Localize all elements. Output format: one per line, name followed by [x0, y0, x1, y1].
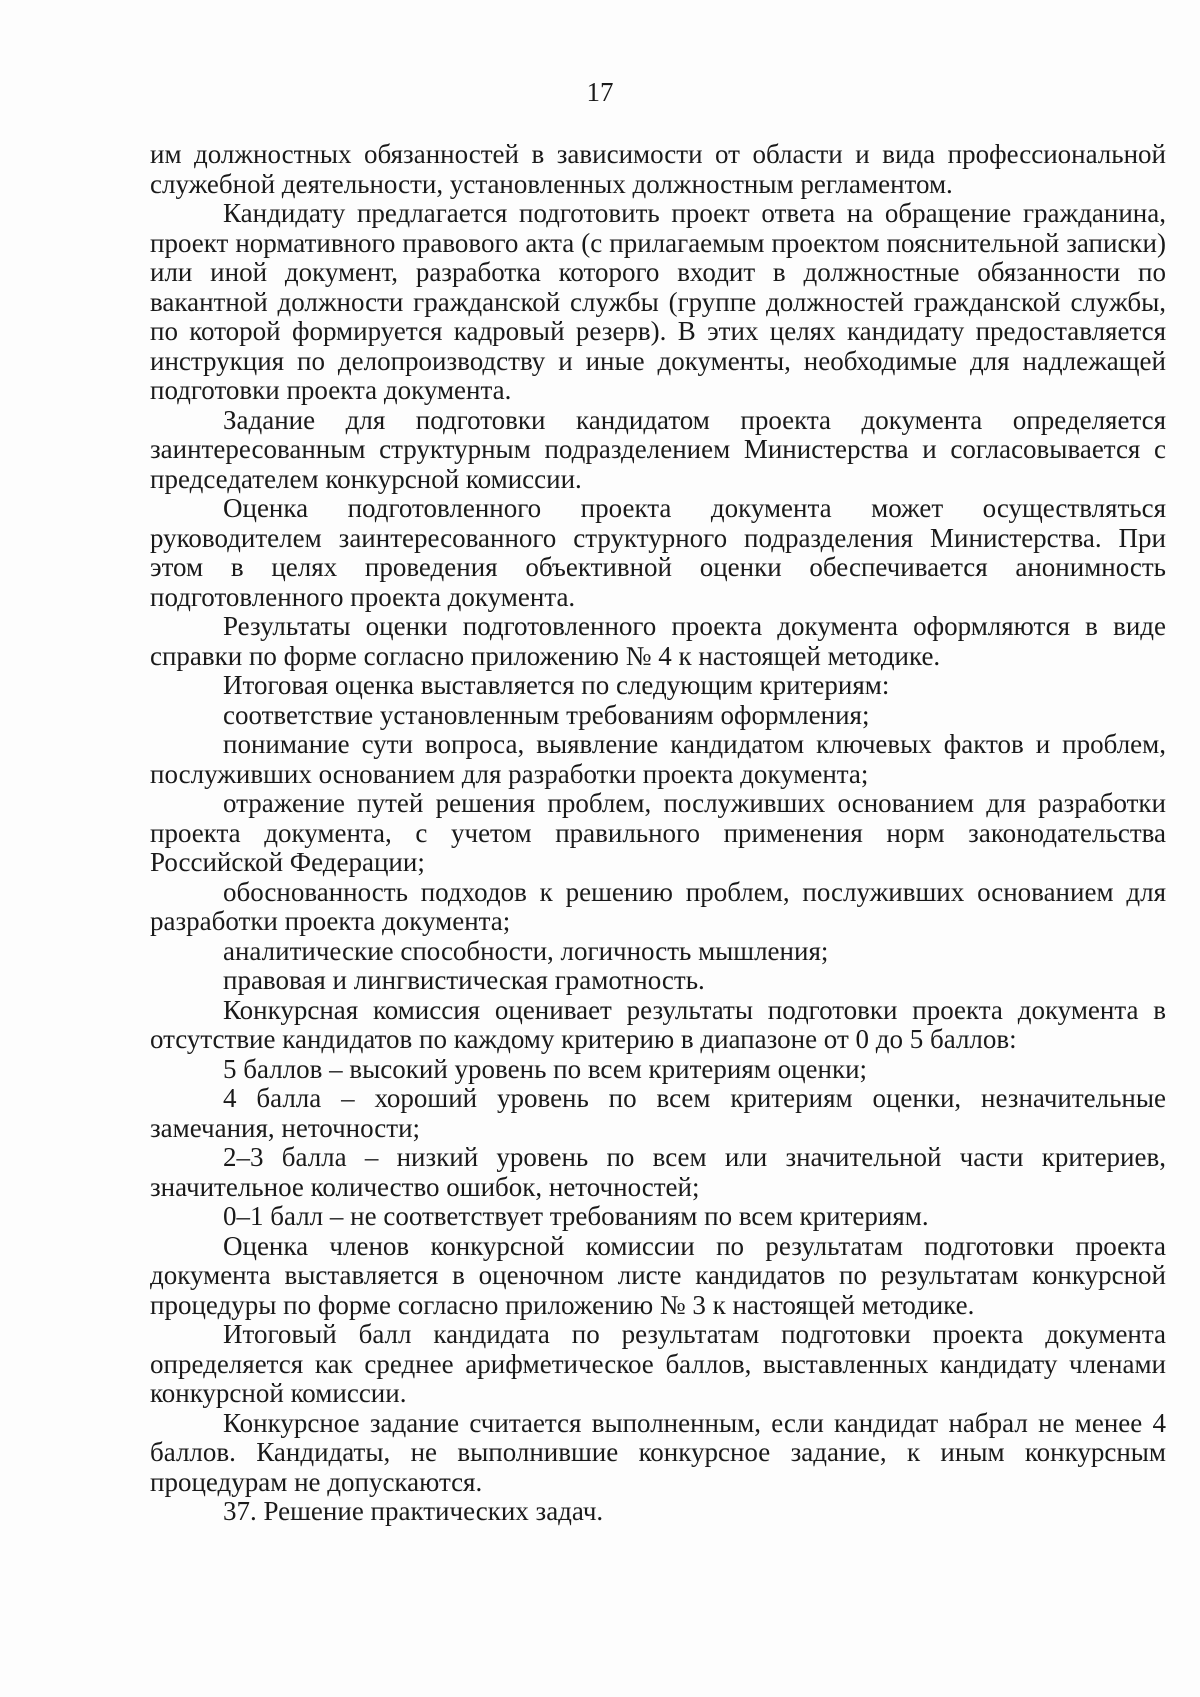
paragraph: Конкурсная комиссия оценивает результаты подготовки проекта документа в отсутствие кандидатов по каждому критерию в диапазоне от 0 до 5 баллов: [150, 994, 1166, 1054]
paragraph: Кандидату предлагается подготовить проект ответа на обращение гражданина, проект нормативного правового акта (с прилагаемым проектом пояснительной записки) или иной документ, разработка которого входит в должностные обязанности по вакантной должности гражданской службы (группе должностей гражданской службы, по которой формируется кадровый резерв). В этих целях кандидату предоставляется инструкция по делопроизводству и иные документы, необходимые для надлежащей подготовки проекта документа. [150, 198, 1166, 405]
score-item: 0–1 балл – не соответствует требованиям по всем критериям. [223, 1201, 929, 1231]
paragraph: Итоговая оценка выставляется по следующим критериям: [223, 670, 890, 700]
paragraph: Конкурсное задание считается выполненным, если кандидат набрал не менее 4 баллов. Кандидаты, не выполнившие конкурсное задание, к иным конкурсным процедурам не допускаются. [150, 1407, 1166, 1497]
paragraph: Задание для подготовки кандидатом проекта документа определяется заинтересованным структурным подразделением Министерства и согласовывается с председателем конкурсной комиссии. [150, 404, 1166, 494]
criterion-item: правовая и лингвистическая грамотность. [223, 965, 705, 995]
criterion-item: аналитические способности, логичность мышления; [223, 935, 829, 966]
paragraph-continuation: им должностных обязанностей в зависимости от области и вида профессиональной служебной деятельности, установленных должностным регламентом. [150, 139, 1166, 199]
paragraph: Оценка подготовленного проекта документа может осуществляться руководителем заинтересованного структурного подразделения Министерства. При этом в целях проведения объективной оценки обеспечивается анонимность подготовленного проекта документа. [150, 493, 1166, 612]
score-item: 2–3 балла – низкий уровень по всем или значительной части критериев, значительное количество ошибок, неточностей; [150, 1142, 1166, 1202]
document-body [150, 140, 1166, 1527]
section-heading: 37. Решение практических задач. [223, 1496, 604, 1526]
criterion-item: обоснованность подходов к решению проблем, послуживших основанием для разработки проекта документа; [150, 876, 1166, 936]
criterion-item: понимание сути вопроса, выявление кандидатом ключевых фактов и проблем, послуживших основанием для разработки проекта документа; [150, 729, 1166, 789]
paragraph: Итоговый балл кандидата по результатам подготовки проекта документа определяется как среднее арифметическое баллов, выставленных кандидату членами конкурсной комиссии. [150, 1319, 1166, 1408]
score-item: 5 баллов – высокий уровень по всем критериям оценки; [223, 1053, 868, 1084]
paragraph: Оценка членов конкурсной комиссии по результатам подготовки проекта документа выставляется в оценочном листе кандидатов по результатам конкурсной процедуры по форме согласно приложению № 3 к настоящей методике. [150, 1230, 1166, 1320]
paragraph: Результаты оценки подготовленного проекта документа оформляются в виде справки по форме согласно приложению № 4 к настоящей методике. [150, 611, 1166, 671]
page-number: 17 [586, 77, 614, 107]
criterion-item: соответствие установленным требованиям оформления; [223, 699, 870, 730]
criterion-item: отражение путей решения проблем, послуживших основанием для разработки проекта документа, с учетом правильного применения норм законодательства Российской Федерации; [150, 788, 1166, 877]
score-item: 4 балла – хороший уровень по всем критериям оценки, незначительные замечания, неточности; [150, 1083, 1166, 1143]
